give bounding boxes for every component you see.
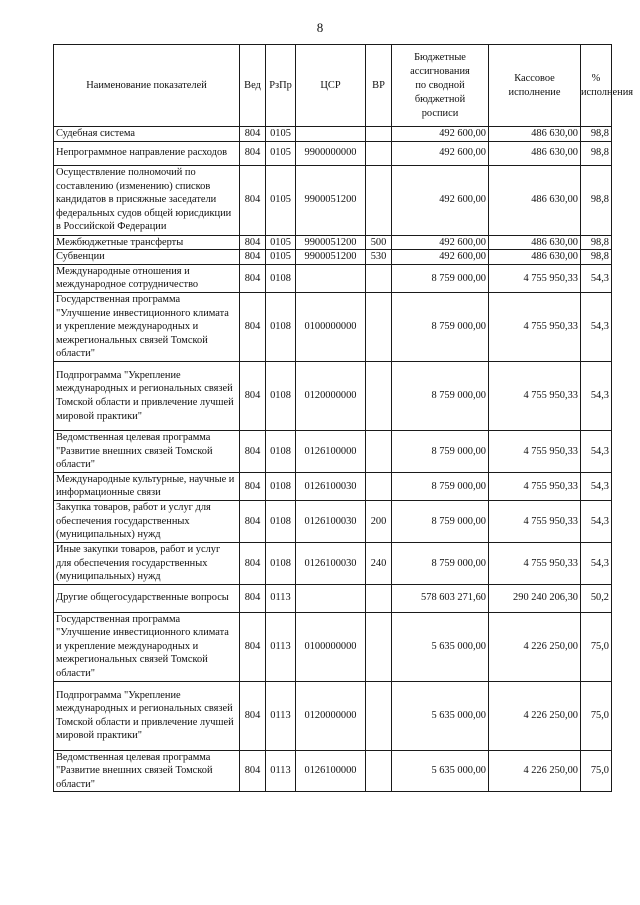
cell-csr: 0126100000 (296, 430, 366, 472)
cell-cash: 4 755 950,33 (489, 430, 581, 472)
cell-cash: 4 755 950,33 (489, 264, 581, 292)
cell-csr (296, 584, 366, 612)
cell-csr (296, 264, 366, 292)
cell-budget: 578 603 271,60 (392, 584, 489, 612)
cell-rzpr: 0105 (266, 141, 296, 165)
cell-budget: 8 759 000,00 (392, 361, 489, 430)
cell-vr (366, 165, 392, 235)
cell-pct: 54,3 (581, 430, 612, 472)
page-number: 8 (316, 20, 324, 35)
cell-cash: 4 226 250,00 (489, 681, 581, 750)
table-body (54, 127, 612, 792)
cell-name: Другие общегосударственные вопросы (54, 584, 240, 612)
cell-csr (296, 127, 366, 142)
cell-cash: 486 630,00 (489, 250, 581, 265)
header-name: Наименование показателей (54, 45, 240, 127)
cell-cash: 4 755 950,33 (489, 292, 581, 361)
table-row (54, 250, 612, 265)
cell-csr: 0126100030 (296, 500, 366, 542)
cell-csr: 0100000000 (296, 612, 366, 681)
cell-ved: 804 (240, 681, 266, 750)
cell-vr: 200 (366, 500, 392, 542)
cell-rzpr: 0105 (266, 127, 296, 142)
cell-name: Осуществление полномочий по составлению (изменению) списков кандидатов в присяжные заседатели федеральных судов общей юрисдикции в Российской Федерации (54, 165, 240, 235)
cell-name: Судебная система (54, 127, 240, 142)
cell-vr (366, 292, 392, 361)
table-row (54, 165, 612, 235)
cell-name: Ведомственная целевая программа "Развитие внешних связей Томской области" (54, 750, 240, 792)
cell-ved: 804 (240, 500, 266, 542)
header-vr: ВР (366, 45, 392, 127)
cell-cash: 4 755 950,33 (489, 361, 581, 430)
cell-budget: 8 759 000,00 (392, 542, 489, 584)
cell-budget: 8 759 000,00 (392, 430, 489, 472)
cell-csr: 0126100030 (296, 472, 366, 500)
cell-pct: 98,8 (581, 235, 612, 250)
cell-vr: 500 (366, 235, 392, 250)
cell-ved: 804 (240, 361, 266, 430)
cell-pct: 54,3 (581, 472, 612, 500)
table-row (54, 542, 612, 584)
cell-rzpr: 0113 (266, 584, 296, 612)
cell-rzpr: 0108 (266, 542, 296, 584)
cell-cash: 4 755 950,33 (489, 472, 581, 500)
cell-pct: 54,3 (581, 542, 612, 584)
cell-name: Субвенции (54, 250, 240, 265)
cell-vr (366, 750, 392, 792)
cell-pct: 54,3 (581, 500, 612, 542)
cell-vr (366, 612, 392, 681)
cell-csr: 0126100000 (296, 750, 366, 792)
cell-name: Закупка товаров, работ и услуг для обеспечения государственных (муниципальных) нужд (54, 500, 240, 542)
cell-rzpr: 0108 (266, 264, 296, 292)
cell-name: Межбюджетные трансферты (54, 235, 240, 250)
cell-vr: 240 (366, 542, 392, 584)
cell-pct: 98,8 (581, 250, 612, 265)
cell-ved: 804 (240, 235, 266, 250)
cell-csr: 9900000000 (296, 141, 366, 165)
cell-budget: 8 759 000,00 (392, 472, 489, 500)
cell-name: Непрограммное направление расходов (54, 141, 240, 165)
cell-budget: 8 759 000,00 (392, 292, 489, 361)
header-ved: Вед (240, 45, 266, 127)
cell-name: Международные отношения и международное сотрудничество (54, 264, 240, 292)
header-csr: ЦСР (296, 45, 366, 127)
header-cash: Кассовое исполнение (489, 45, 581, 127)
table-row (54, 612, 612, 681)
budget-table (53, 44, 634, 792)
cell-ved: 804 (240, 127, 266, 142)
cell-cash: 290 240 206,30 (489, 584, 581, 612)
cell-pct: 75,0 (581, 681, 612, 750)
header-pct: % исполнения (581, 45, 612, 127)
cell-vr (366, 141, 392, 165)
cell-pct: 54,3 (581, 361, 612, 430)
cell-pct: 98,8 (581, 165, 612, 235)
table-row (54, 292, 612, 361)
cell-name: Международные культурные, научные и информационные связи (54, 472, 240, 500)
cell-rzpr: 0105 (266, 165, 296, 235)
cell-name: Государственная программа "Улучшение инвестиционного климата и укрепление международных и межрегиональных связей Томской области" (54, 292, 240, 361)
cell-csr: 0120000000 (296, 361, 366, 430)
cell-csr: 0126100030 (296, 542, 366, 584)
cell-csr: 9900051200 (296, 235, 366, 250)
cell-csr: 9900051200 (296, 165, 366, 235)
cell-rzpr: 0113 (266, 681, 296, 750)
cell-cash: 486 630,00 (489, 235, 581, 250)
cell-ved: 804 (240, 472, 266, 500)
cell-csr: 9900051200 (296, 250, 366, 265)
cell-budget: 8 759 000,00 (392, 500, 489, 542)
cell-pct: 54,3 (581, 292, 612, 361)
cell-rzpr: 0108 (266, 361, 296, 430)
cell-rzpr: 0108 (266, 430, 296, 472)
cell-budget: 5 635 000,00 (392, 750, 489, 792)
cell-budget: 492 600,00 (392, 141, 489, 165)
cell-vr (366, 681, 392, 750)
cell-rzpr: 0105 (266, 250, 296, 265)
cell-pct: 98,8 (581, 141, 612, 165)
cell-ved: 804 (240, 612, 266, 681)
cell-ved: 804 (240, 250, 266, 265)
cell-ved: 804 (240, 264, 266, 292)
cell-budget: 492 600,00 (392, 165, 489, 235)
table-row (54, 681, 612, 750)
cell-vr (366, 264, 392, 292)
cell-vr (366, 127, 392, 142)
cell-pct: 98,8 (581, 127, 612, 142)
cell-budget: 5 635 000,00 (392, 612, 489, 681)
cell-cash: 4 226 250,00 (489, 750, 581, 792)
cell-cash: 4 226 250,00 (489, 612, 581, 681)
table-row (54, 264, 612, 292)
cell-ved: 804 (240, 141, 266, 165)
cell-ved: 804 (240, 584, 266, 612)
cell-cash: 486 630,00 (489, 127, 581, 142)
cell-rzpr: 0113 (266, 612, 296, 681)
table-row (54, 584, 612, 612)
cell-rzpr: 0113 (266, 750, 296, 792)
cell-vr (366, 472, 392, 500)
table-row (54, 127, 612, 142)
cell-pct: 54,3 (581, 264, 612, 292)
cell-rzpr: 0108 (266, 292, 296, 361)
table-row (54, 472, 612, 500)
cell-name: Государственная программа "Улучшение инвестиционного климата и укрепление международных и межрегиональных связей Томской области" (54, 612, 240, 681)
cell-name: Подпрограмма "Укрепление международных и региональных связей Томской области и привлечение лучшей мировой практики" (54, 681, 240, 750)
cell-vr (366, 584, 392, 612)
table-row (54, 361, 612, 430)
cell-csr: 0120000000 (296, 681, 366, 750)
table-row (54, 141, 612, 165)
cell-ved: 804 (240, 292, 266, 361)
cell-ved: 804 (240, 750, 266, 792)
cell-cash: 4 755 950,33 (489, 500, 581, 542)
table-row (54, 750, 612, 792)
cell-budget: 492 600,00 (392, 235, 489, 250)
cell-name: Иные закупки товаров, работ и услуг для обеспечения государственных (муниципальных) нужд (54, 542, 240, 584)
cell-budget: 492 600,00 (392, 127, 489, 142)
cell-vr: 530 (366, 250, 392, 265)
cell-rzpr: 0105 (266, 235, 296, 250)
cell-cash: 4 755 950,33 (489, 542, 581, 584)
cell-vr (366, 430, 392, 472)
cell-csr: 0100000000 (296, 292, 366, 361)
cell-name: Подпрограмма "Укрепление международных и региональных связей Томской области и привлечение лучшей мировой практики" (54, 361, 240, 430)
header-budget: Бюджетные ассигнования по сводной бюджетной росписи (392, 45, 489, 127)
cell-budget: 8 759 000,00 (392, 264, 489, 292)
cell-vr (366, 361, 392, 430)
cell-cash: 486 630,00 (489, 165, 581, 235)
cell-cash: 486 630,00 (489, 141, 581, 165)
table-row (54, 235, 612, 250)
cell-name: Ведомственная целевая программа "Развитие внешних связей Томской области" (54, 430, 240, 472)
header-row (54, 45, 612, 127)
table-row (54, 500, 612, 542)
cell-rzpr: 0108 (266, 472, 296, 500)
header-rzpr: РзПр (266, 45, 296, 127)
cell-rzpr: 0108 (266, 500, 296, 542)
cell-ved: 804 (240, 430, 266, 472)
table-row (54, 430, 612, 472)
cell-pct: 50,2 (581, 584, 612, 612)
cell-pct: 75,0 (581, 612, 612, 681)
cell-ved: 804 (240, 165, 266, 235)
cell-budget: 492 600,00 (392, 250, 489, 265)
cell-pct: 75,0 (581, 750, 612, 792)
cell-budget: 5 635 000,00 (392, 681, 489, 750)
cell-ved: 804 (240, 542, 266, 584)
